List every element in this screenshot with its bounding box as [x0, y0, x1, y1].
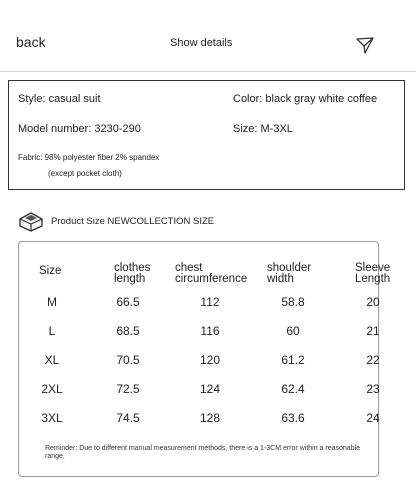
- top-bar: [0, 0, 416, 72]
- cell-shoulder: 61.2: [281, 353, 305, 367]
- color-text: Color: black gray white coffee: [233, 93, 378, 105]
- cell-sleeve: 20: [366, 295, 380, 309]
- size-section-title: Product Size NEWCOLLECTION SIZE: [51, 216, 215, 227]
- header-clothes-length: clothes length: [114, 262, 151, 285]
- cell-clothes-length: 66.5: [116, 295, 140, 309]
- cell-chest: 124: [199, 382, 221, 396]
- size-section-header: [18, 210, 318, 232]
- fabric-text: Fabric: 98% polyester fiber 2% spandex: [18, 153, 160, 162]
- send-icon[interactable]: [356, 37, 374, 54]
- cell-size: 2XL: [41, 382, 63, 396]
- cell-shoulder: 60: [286, 324, 300, 338]
- cell-chest: 120: [199, 353, 221, 367]
- header-size: Size: [39, 265, 62, 277]
- back-button[interactable]: back: [16, 34, 46, 50]
- cell-size: XL: [44, 353, 60, 367]
- cell-size: M: [47, 295, 57, 309]
- cell-sleeve: 23: [366, 382, 380, 396]
- page-title: Show details: [170, 37, 233, 49]
- header-sleeve-length: Sleeve Length: [355, 262, 391, 285]
- box-icon: [18, 210, 44, 232]
- cell-shoulder: 62.4: [281, 382, 305, 396]
- cell-shoulder: 58.8: [281, 295, 305, 309]
- cell-size: 3XL: [41, 411, 63, 425]
- cell-clothes-length: 68.5: [116, 324, 140, 338]
- cell-shoulder: 63.6: [281, 411, 305, 425]
- cell-chest: 112: [200, 295, 220, 309]
- style-text: Style: casual suit: [18, 93, 101, 105]
- cell-size: L: [48, 324, 56, 338]
- cell-sleeve: 24: [366, 411, 380, 425]
- size-table: [18, 241, 391, 477]
- product-info-box: [8, 80, 405, 190]
- header-chest-circumference: chest circumference: [175, 262, 248, 285]
- fabric-note: (except pocket cloth): [48, 169, 122, 178]
- size-range-text: Size: M-3XL: [233, 123, 293, 135]
- measurement-reminder: Reminder: Due to different manual measurement methods, there is a 1-3CM error within a reasonable range.: [45, 445, 361, 460]
- cell-clothes-length: 74.5: [116, 411, 140, 425]
- cell-chest: 128: [199, 411, 221, 425]
- cell-clothes-length: 72.5: [116, 382, 140, 396]
- cell-chest: 116: [200, 324, 220, 338]
- cell-clothes-length: 70.5: [116, 353, 140, 367]
- cell-sleeve: 22: [366, 353, 380, 367]
- header-shoulder-width: shoulder width: [267, 262, 312, 285]
- model-text: Model number: 3230-290: [18, 123, 141, 135]
- cell-sleeve: 21: [366, 324, 380, 338]
